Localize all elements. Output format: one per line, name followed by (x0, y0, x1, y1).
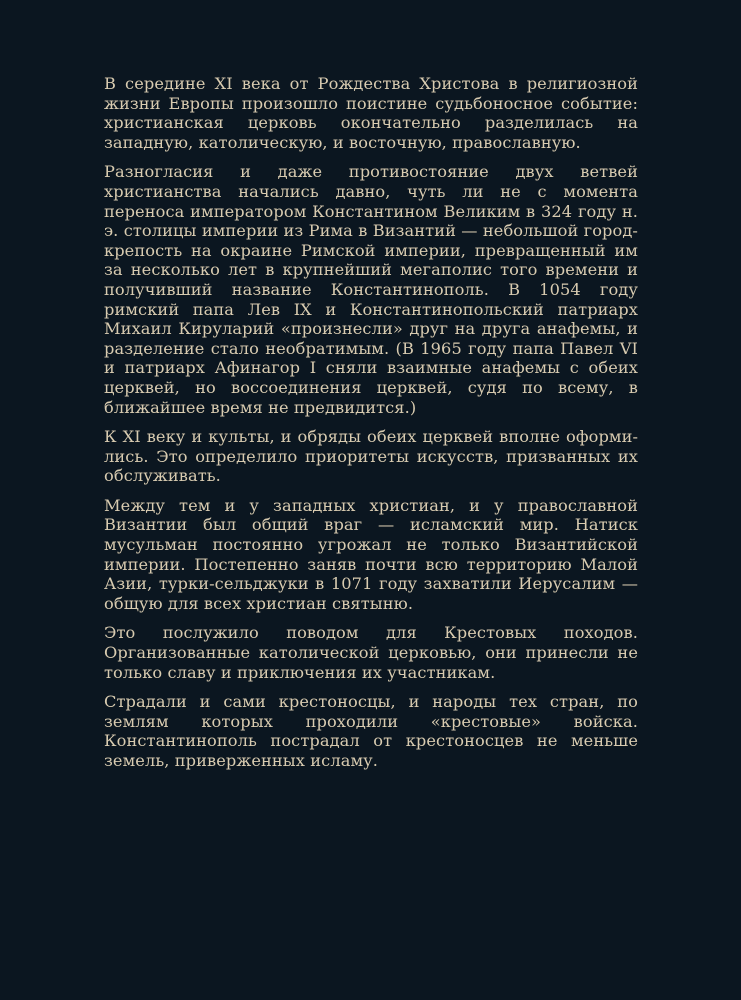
paragraph-3: К XI веку и культы, и обряды обеих церквей вполне оформились. Это определило приоритеты искусств, призванных их обслуживать. (104, 427, 638, 486)
paragraph-6: Страдали и сами крестоносцы, и народы тех стран, по землям которых проходили «крестовые» войска. Константинополь пострадал от крестоносцев не меньше земель, приверженных исламу. (104, 692, 638, 770)
paragraph-2: Разногласия и даже противостояние двух ветвей христианства начались давно, чуть ли не с момента переноса императором Константином Великим в 324 году н. э. столицы империи из Рима в Византий — небольшой город-крепость на окраине Римской империи, превращенный им за несколько лет в крупнейший мегаполис того времени и получивший название Константинополь. В 1054 году римский папа Лев IX и Константинопольский патриарх Михаил Кируларий «произнесли» друг на друга анафемы, и разделение стало необратимым. (В 1965 году папа Павел VI и патриарх Афинагор I сняли взаимные анафемы с обеих церквей, но воссоединения церквей, судя по всему, в ближайшее время не предвидится.) (104, 162, 638, 417)
paragraph-4: Между тем и у западных христиан, и у православной Византии был общий враг — исламский мир. Натиск мусульман постоянно угрожал не только Византийской империи. Постепенно заняв почти всю территорию Малой Азии, турки-сельджуки в 1071 году захватили Иерусалим — общую для всех христиан святыню. (104, 495, 638, 613)
paragraph-1: В середине XI века от Рождества Христова в религиозной жизни Европы произошло поистине судьбоносное событие: христианская церковь окончательно разделилась на западную, католическую, и восточную, православную. (104, 74, 638, 152)
paragraph-5: Это послужило поводом для Крестовых походов. Организованные католической церковью, они принесли не только славу и приключения их участникам. (104, 623, 638, 682)
